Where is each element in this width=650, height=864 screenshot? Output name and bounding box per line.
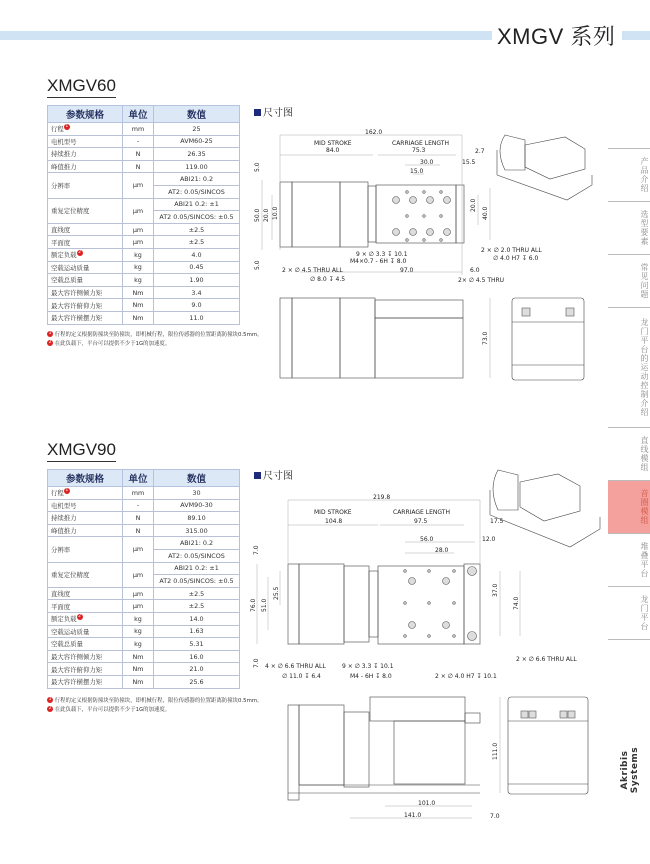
param-name-text: 空载运动质量: [51, 263, 90, 272]
dim-carriage-length: 75.3: [412, 147, 426, 154]
end-view: [508, 697, 588, 794]
footnote-marker-icon: 2: [48, 705, 52, 711]
param-value: 16.0: [154, 650, 240, 663]
note-thread: M4×0.7 - 6H ↧ 8.0: [350, 258, 407, 265]
param-unit: kg: [123, 248, 154, 261]
param-name-text: 平面度: [51, 238, 71, 247]
param-value: 26.35: [154, 148, 240, 161]
param-unit: Nm: [123, 286, 154, 299]
param-value: AT2: 0.05/SINCOS: [154, 185, 240, 198]
param-unit: μm: [123, 198, 154, 223]
param-value: AVM60-25: [154, 135, 240, 148]
param-value: 5.31: [154, 638, 240, 651]
param-unit: Nm: [123, 650, 154, 663]
param-value: 11.0: [154, 311, 240, 324]
param-value: AT2 0.05/SINCOS: ±0.5: [154, 211, 240, 224]
column-header: 单位: [123, 106, 154, 123]
param-name-text: 行程: [51, 125, 64, 134]
nav-item[interactable]: 选型要素: [608, 201, 650, 254]
dim-hole-pitch-y: 20.0: [470, 198, 477, 212]
dim-edge: 15.5: [462, 159, 476, 166]
dim-top-margin: 5.0: [254, 162, 261, 172]
param-value: ±2.5: [154, 587, 240, 600]
series-title: XMGV 系列: [497, 24, 616, 49]
param-value: AVM90-30: [154, 499, 240, 512]
param-unit: mm: [123, 487, 154, 500]
param-value: 1.90: [154, 274, 240, 287]
nav-item[interactable]: 直线模组: [608, 427, 650, 480]
note-counterbore: ∅ 8.0 ↧ 4.5: [310, 276, 346, 283]
dim-width: 76.0: [250, 598, 257, 612]
note-end-holes: 2× ∅ 4.5 THRU: [458, 277, 505, 284]
nav-divider: [608, 639, 650, 640]
param-unit: N: [123, 160, 154, 173]
param-name-text: 峰值推力: [51, 163, 77, 172]
top-view: [257, 500, 520, 645]
param-value: 1.63: [154, 625, 240, 638]
nav-item[interactable]: 常见问题: [608, 254, 650, 307]
dim-base-outer: 141.0: [404, 812, 422, 819]
dim-overall-length: 219.8: [373, 494, 391, 501]
param-unit: -: [123, 135, 154, 148]
dim-height: 73.0: [482, 331, 489, 345]
param-unit: kg: [123, 261, 154, 274]
model-title-xmgv90: XMGV90: [47, 440, 116, 462]
param-name-text: 额定负载: [51, 251, 77, 260]
param-unit: μm: [123, 173, 154, 198]
param-value: 0.45: [154, 261, 240, 274]
param-name-text: 空载总质量: [51, 640, 83, 649]
param-name-text: 空载总质量: [51, 276, 83, 285]
dim-bottom-margin: 7.0: [253, 658, 260, 668]
note-mount-holes: 2 × ∅ 4.5 THRU ALL: [282, 267, 343, 274]
param-value: ±2.5: [154, 236, 240, 249]
param-value: 119.00: [154, 160, 240, 173]
dim-inner-width: 51.0: [261, 598, 268, 612]
param-value: ±2.5: [154, 600, 240, 613]
dimension-title-text: 尺寸图: [263, 471, 293, 482]
param-unit: kg: [123, 625, 154, 638]
column-header: 参数规格: [48, 106, 123, 123]
param-name-text: 最大容许俯仰力矩: [51, 665, 103, 674]
param-name-text: 电机型号: [51, 501, 77, 510]
note-counterbore: ∅ 11.0 ↧ 6.4: [282, 673, 321, 680]
param-unit: Nm: [123, 663, 154, 676]
brand-name: Akribis Systems: [620, 746, 640, 794]
param-unit: kg: [123, 638, 154, 651]
dim-label-mid-stroke: MID STROKE: [314, 140, 352, 147]
param-unit: μm: [123, 587, 154, 600]
dim-carriage-width: 74.0: [513, 596, 520, 610]
note-pin-holes: 2 × ∅ 4.0 H7 ↧ 10.1: [435, 673, 497, 680]
param-unit: μm: [123, 223, 154, 236]
param-value: 4.0: [154, 248, 240, 261]
dim-carriage-width: 40.0: [482, 206, 489, 220]
dim-mid-stroke: 104.8: [325, 518, 343, 525]
column-header: 数值: [154, 106, 240, 123]
dim-label-carriage-length: CARRIAGE LENGTH: [393, 509, 450, 516]
side-view: [288, 697, 500, 818]
param-value: 30: [154, 487, 240, 500]
footnote-marker-icon: 1: [48, 331, 52, 336]
param-unit: μm: [123, 236, 154, 249]
param-name-text: 重复定位精度: [51, 571, 90, 580]
nav-item[interactable]: 堆叠平台: [608, 533, 650, 586]
dim-base-offset: 7.0: [490, 813, 500, 820]
dim-hole-pitch-small: 28.0: [435, 547, 449, 554]
param-unit: N: [123, 524, 154, 537]
note-pin-holes: 2 × ∅ 2.0 THRU ALL: [481, 247, 542, 254]
param-unit: kg: [123, 612, 154, 625]
footnote-text: 在此负载下，平台可以提供不少于1G的加速度。: [54, 706, 171, 713]
dim-inner-width: 20.0: [263, 208, 270, 222]
param-value: 14.0: [154, 612, 240, 625]
footnote-marker-icon: 2: [78, 250, 81, 256]
param-name-text: 最大容许侧倾力矩: [51, 653, 103, 662]
dim-base-inner: 101.0: [418, 800, 436, 807]
param-value: 89.10: [154, 512, 240, 525]
param-value: 25.6: [154, 675, 240, 688]
param-unit: Nm: [123, 299, 154, 312]
note-thread: M4 - 6H ↧ 8.0: [350, 673, 392, 680]
param-name-text: 分辨率: [51, 181, 71, 190]
param-value: ABI21: 0.2: [154, 537, 240, 550]
model-title-xmgv60: XMGV60: [47, 76, 116, 98]
param-value: 25: [154, 123, 240, 136]
param-value: ABI21 0.2: ±1: [154, 562, 240, 575]
dim-inner-small: 25.5: [273, 586, 280, 600]
column-header: 参数规格: [48, 470, 123, 487]
dim-overall-length: 162.0: [365, 129, 383, 136]
param-value: 315.00: [154, 524, 240, 537]
note-mount-holes: 4 × ∅ 6.6 THRU ALL: [265, 663, 326, 670]
param-unit: mm: [123, 123, 154, 136]
param-name-text: 最大容许侧倾力矩: [51, 289, 103, 298]
dim-mid-stroke: 84.0: [326, 147, 340, 154]
dim-label-carriage-length: CARRIAGE LENGTH: [392, 140, 449, 147]
param-value: AT2 0.05/SINCOS: ±0.5: [154, 575, 240, 588]
note-tapped-holes: 9 × ∅ 3.3 ↧ 10.1: [342, 663, 394, 670]
dim-hole-pitch-small: 15.0: [410, 168, 424, 175]
param-name-text: 最大容许俯仰力矩: [51, 301, 103, 310]
dimension-title-text: 尺寸图: [263, 108, 293, 119]
param-value: AT2: 0.05/SINCOS: [154, 549, 240, 562]
param-name-text: 电机型号: [51, 137, 77, 146]
nav-item[interactable]: 龙门平台的运动控制介绍: [608, 307, 650, 427]
param-value: ±2.5: [154, 223, 240, 236]
param-unit: kg: [123, 274, 154, 287]
param-unit: N: [123, 148, 154, 161]
note-tapped-holes: 9 × ∅ 3.3 ↧ 10.1: [356, 251, 408, 258]
footnote-text: 在此负载下，平台可以提供不少于1G的加速度。: [54, 340, 171, 347]
dim-inner-small: 10.0: [272, 206, 279, 220]
footnote-marker-icon: 1: [65, 488, 69, 494]
param-unit: μm: [123, 600, 154, 613]
dim-label-mid-stroke: MID STROKE: [314, 509, 352, 516]
param-value: 21.0: [154, 663, 240, 676]
dim-end-offset: 6.0: [470, 267, 480, 274]
section-nav: [608, 148, 650, 640]
note-pin-h7: ∅ 4.0 H7 ↧ 6.0: [493, 255, 539, 262]
dim-hole-pitch-y: 37.0: [492, 583, 499, 597]
dim-hole-pitch-x: 56.0: [420, 536, 434, 543]
footnote-text: 行程的定义根据防撞块至防撞块，即机械行程，限位传感器的位置距离防撞块0.5mm。: [54, 332, 263, 338]
param-unit: μm: [123, 537, 154, 562]
param-unit: -: [123, 499, 154, 512]
dim-mount-pitch: 97.0: [400, 267, 414, 274]
param-name-text: 空载运动质量: [51, 627, 90, 636]
nav-item[interactable]: 龙门平台: [608, 586, 650, 639]
dim-bottom-margin: 5.0: [254, 260, 261, 270]
iso-view: [490, 470, 600, 547]
footnote-marker-icon: 2: [78, 614, 81, 620]
param-name-text: 行程: [51, 489, 64, 498]
param-name-text: 重复定位精度: [51, 207, 90, 216]
param-name-text: 直线度: [51, 226, 71, 235]
dim-width: 50.0: [254, 208, 261, 222]
param-name-text: 最大容许横摆力矩: [51, 678, 103, 687]
dim-offset: 2.7: [475, 148, 485, 155]
dim-top-margin: 7.0: [253, 545, 260, 555]
param-name-text: 额定负载: [51, 615, 77, 624]
note-end-holes: 2 × ∅ 6.6 THRU ALL: [516, 656, 577, 663]
dim-carriage-length: 97.5: [414, 518, 428, 525]
param-value: ABI21 0.2: ±1: [154, 198, 240, 211]
param-name-text: 持续推力: [51, 514, 77, 523]
footnote-text: 行程的定义根据防撞块至防撞块，即机械行程，限位传感器的位置距离防撞块0.5mm。: [54, 698, 263, 704]
column-header: 数值: [154, 470, 240, 487]
nav-item[interactable]: 产品介绍: [608, 148, 650, 201]
param-name-text: 分辨率: [51, 545, 71, 554]
column-header: 单位: [123, 470, 154, 487]
param-unit: Nm: [123, 311, 154, 324]
param-name-text: 最大容许横摆力矩: [51, 314, 103, 323]
dim-height: 111.0: [492, 742, 499, 760]
param-name-text: 峰值推力: [51, 527, 77, 536]
param-name-text: 平面度: [51, 602, 71, 611]
dim-hole-pitch-x: 30.0: [420, 159, 434, 166]
nav-item[interactable]: 音圈模组: [608, 480, 650, 533]
param-unit: Nm: [123, 675, 154, 688]
param-unit: μm: [123, 562, 154, 587]
footnote-marker-icon: 1: [48, 697, 52, 702]
param-unit: N: [123, 512, 154, 525]
dim-end-offset: 17.5: [490, 518, 504, 525]
footnote-marker-icon: 1: [65, 124, 69, 130]
param-name-text: 持续推力: [51, 150, 77, 159]
footnote-marker-icon: 2: [48, 339, 52, 345]
param-value: 3.4: [154, 286, 240, 299]
dim-edge: 12.0: [482, 536, 496, 543]
param-name-text: 直线度: [51, 590, 71, 599]
param-value: ABI21: 0.2: [154, 173, 240, 186]
param-value: 9.0: [154, 299, 240, 312]
